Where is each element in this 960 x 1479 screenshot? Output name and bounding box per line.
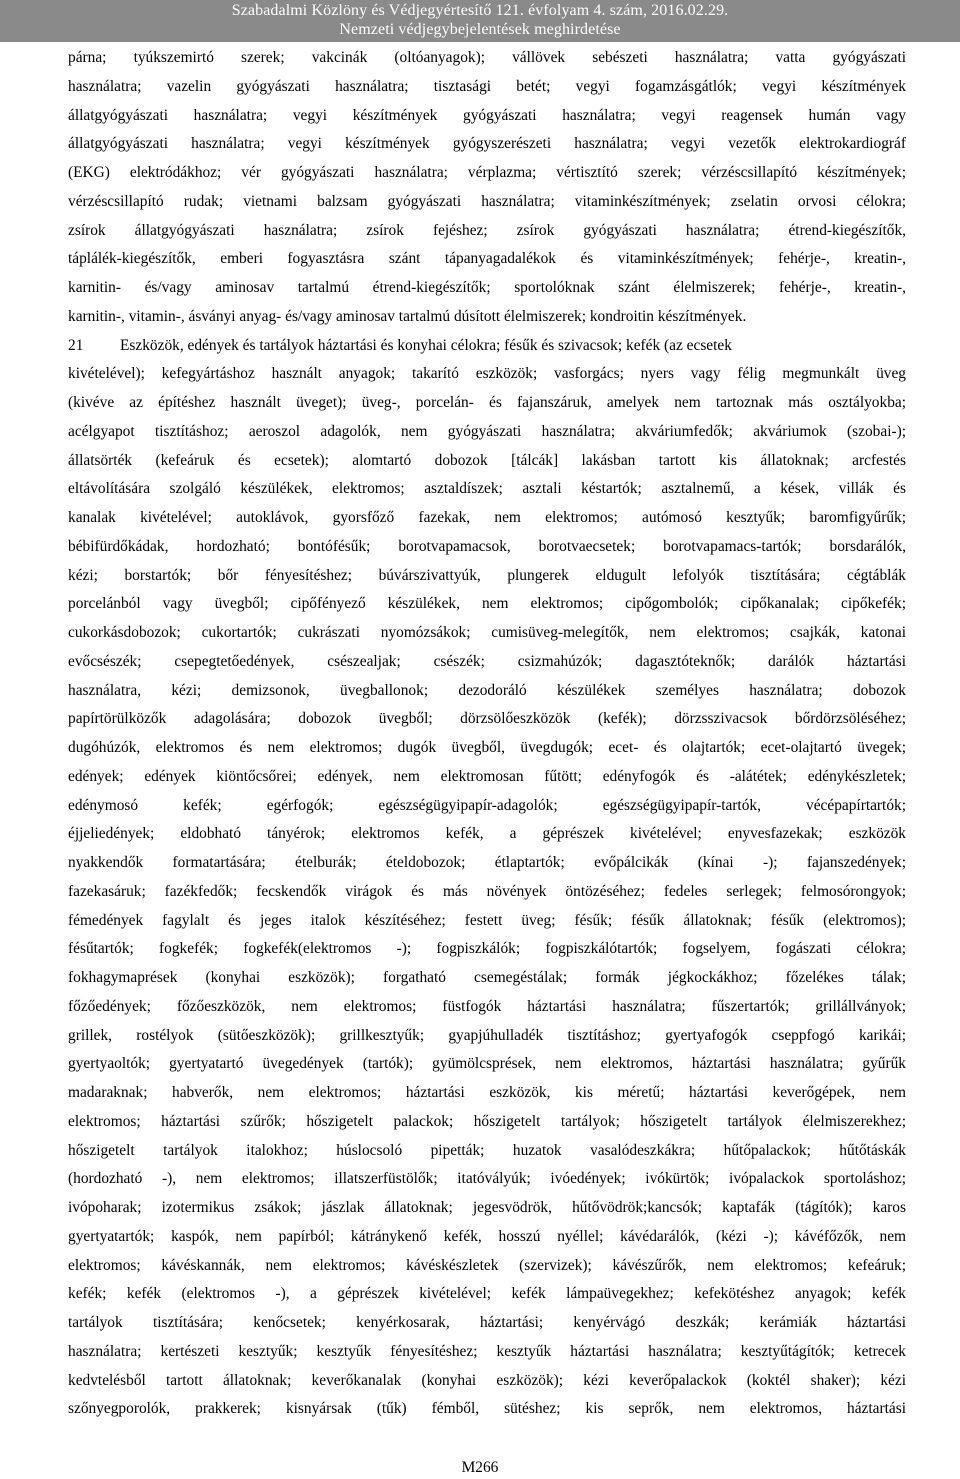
text-line: grillek, rostélyok (sütőeszközök); grillkesztyűk; gyapjúhulladék tisztításhoz; gyertyafogók cseppfogó karikái; <box>68 1026 906 1044</box>
text-line: hőszigetelt tartályok italokhoz; húslocsoló pipetták; huzatok vasalódeszkákra; hűtőpalackok; hűtőtáskák <box>68 1141 906 1159</box>
text-line: evőcsészék; csepegtetőedények, csészealjak; csészék; csizmahúzók; dagasztóteknők; darálók háztartási <box>68 652 906 670</box>
text-line: papírtörülközők adagolására; dobozok üvegből; dörzsölőeszközök (kefék); dörzsszivacsok bőrdörzsöléséhez; <box>68 710 906 728</box>
section-title: Nemzeti védjegybejelentések meghirdetése <box>339 21 621 38</box>
text-line: használatra; kertészeti kesztyűk; kesztyűk fényesítéshez; kesztyűk háztartási használatra; kesztyűtágítók; ketrecek <box>68 1342 906 1360</box>
text-line <box>68 1424 906 1453</box>
text-line: cukorkásdobozok; cukortartók; cukrászati nyomózsákok; cumisüveg-melegítők, nem elektromos; csajkák, katonai <box>68 624 906 641</box>
text-line: (kivéve az építéshez használt üveget); üveg-, porcelán- és fajanszáruk, amelyek nem tartoznak más osztályokba; <box>68 394 906 411</box>
text-line: szőnyegporolók, prakkerek; kisnyársak (tűk) fémből, sütéshez; kis seprők, nem elektromos, háztartási <box>68 1400 906 1418</box>
text-line: tartályok tisztítására; kenőcsetek; kenyérkosarak, háztartási; kenyérvágó deszkák; kerámiák háztartási <box>68 1314 906 1331</box>
text-line: kedvtelésből tartott állatoknak; keverőkanalak (konyhai eszközök); kézi keverőpalackok (koktél shaker); kézi <box>68 1371 906 1389</box>
text-line: elektromos; háztartási szűrők; hőszigetelt palackok; hőszigetelt tartályok; hőszigetelt tartályok élelmiszerekhez; <box>68 1112 906 1130</box>
page-body <box>68 44 906 1453</box>
text-line: táplálék-kiegészítők, emberi fogyasztásra szánt tápanyagadalékok és vitaminkészítmények; fehérje-, kreatin-, <box>68 250 906 268</box>
text-line: állatgyógyászati használatra; vegyi készítmények gyógyászati használatra; vegyi reagensek humán vagy <box>68 106 906 124</box>
text-line: eltávolítására szolgáló készülékek, elektromos; asztaldíszek; asztali késtartók; asztalnemű, a kések, villák és <box>68 480 906 498</box>
text-line: fésűtartók; fogkefék; fogkefék(elektromos -); fogpiszkálók; fogpiszkálótartók; fogselyem, fogászati célokra; <box>68 940 906 958</box>
text-line: gyertyaoltók; gyertyatartó üvegedények (tartók); gyümölcsprések, nem elektromos, háztartási használatra; gyűrűk <box>68 1055 906 1073</box>
class-first-text: Eszközök, edények és tartályok háztartási és konyhai célokra; fésűk és szivacsok; kefék (az ecsetek <box>120 336 732 354</box>
text-line: gyertyatartók; kaspók, nem papírból; kátránykenő kefék, hosszú nyéllel; kávédarálók, (kézi -); kávéfőzők, nem <box>68 1227 906 1245</box>
text-line: karnitin- és/vagy aminosav tartalmú étrend-kiegészítők; sportolóknak szánt élelmiszerek; fehérje-, kreatin-, <box>68 279 906 296</box>
text-line: dugóhúzók, elektromos és nem elektromos; dugók üvegből, üvegdugók; ecet- és olajtartók; ecet-olajtartó üvegek; <box>68 739 906 756</box>
text-line: (EKG) elektródákhoz; vér gyógyászati használatra; vérplazma; vértisztító szerek; vérzéscsillapító készítmények; <box>68 164 906 181</box>
text-line: állatgyógyászati használatra; vegyi készítmények gyógyszerészeti használatra; vegyi vezetők elektrokardiográf <box>68 135 906 153</box>
text-line: főzőedények; főzőeszközök, nem elektromos; füstfogók háztartási használatra; fűszertartók; grillállványok; <box>68 997 906 1015</box>
text-line: karnitin-, vitamin-, ásványi anyag- és/vagy aminosav tartalmú dúsított élelmiszerek; kondroitin készítmények. <box>68 307 747 325</box>
text-line: fémedények fagylalt és jeges italok készítéséhez; festett üveg; fésűk; fésűk állatoknak; fésűk (elektromos); <box>68 911 906 929</box>
journal-title: Szabadalmi Közlöny és Védjegyértesítő 121. évfolyam 4. szám, 2016.02.29. <box>231 2 729 19</box>
text-line: edénymosó kefék; egérfogók; egészségügyipapír-adagolók; egészségügyipapír-tartók, vécépapírtartók; <box>68 796 906 814</box>
text-line: fazekasáruk; fazékfedők; fecskendők virágok és más növények öntözéséhez; fedeles serlegek; felmosórongyok; <box>68 882 906 900</box>
text-line: állatsörték (kefeáruk és ecsetek); alomtartó dobozok [tálcák] lakásban tartott kis állatoknak; arcfestés <box>68 451 906 469</box>
text-line: bébifürdőkádak, hordozható; bontófésűk; borotvapamacsok, borotvaecsetek; borotvapamacs-tartók; borsdarálók, <box>68 537 906 555</box>
text-line: párna; tyúkszemirtó szerek; vakcinák (oltóanyagok); vállövek sebészeti használatra; vatta gyógyászati <box>68 49 906 66</box>
text-line: acélgyapot tisztításhoz; aeroszol adagolók, nem gyógyászati használatra; akváriumfedők; akváriumok (szobai-); <box>68 422 906 440</box>
text-line: (hordozható -), nem elektromos; illatszerfüstölők; itatóvályúk; ivóedények; ivókürtök; ivópalackok sportoláshoz; <box>68 1170 906 1188</box>
class-number: 21 <box>68 336 84 354</box>
text-line: nyakkendők formatartására; ételburák; ételdobozok; étlaptartók; evőpálcikák (kínai -); fajanszedények; <box>68 854 906 871</box>
text-line: használatra, kézi; demizsonok, üvegballonok; dezodoráló készülékek személyes használatra; dobozok <box>68 681 906 699</box>
class-heading-line <box>68 332 906 361</box>
text-line: kefék; kefék (elektromos -), a géprészek kivételével; kefék lámpaüvegekhez; kefekötéshez anyagok; kefék <box>68 1285 906 1303</box>
text-line: zsírok állatgyógyászati használatra; zsírok fejéshez; zsírok gyógyászati használatra; étrend-kiegészítők, <box>68 221 906 239</box>
text-line: kanalak kivételével; autoklávok, gyorsfőző fazekak, nem elektromos; autómosó kesztyűk; baromfigyűrűk; <box>68 509 906 526</box>
text-line: kézi; borstartók; bőr fényesítéshez; búvárszivattyúk, plungerek eldugult lefolyók tisztítására; cégtáblák <box>68 566 906 584</box>
text-line: fokhagymaprések (konyhai eszközök); forgatható csemegéstálak; formák jégkockákhoz; főzelékes tálak; <box>68 969 906 986</box>
text-line: ivópoharak; izotermikus zsákok; jászlak állatoknak; jegesvödrök, hűtővödrök;kancsók; kaptafák (tágítók); karos <box>68 1199 906 1216</box>
text-line: használatra; vazelin gyógyászati használatra; tisztasági betét; vegyi fogamzásgátlók; vegyi készítmények <box>68 77 906 95</box>
text-line: elektromos; kávéskannák, nem elektromos; kávéskészletek (szervizek); kávészűrők, nem elektromos; kefeáruk; <box>68 1256 906 1274</box>
page-header <box>0 0 960 42</box>
text-line: éjjeliedények; eldobható tányérok; elektromos kefék, a géprészek kivételével; enyvesfazekak; eszközök <box>68 825 906 843</box>
text-line: porcelánból vagy üvegből; cipőfényező készülékek, nem elektromos; cipőgombolók; cipőkanalak; cipőkefék; <box>68 595 906 613</box>
text-line: vérzéscsillapító rudak; vietnami balzsam gyógyászati használatra; vitaminkészítmények; zselatin orvosi célokra; <box>68 192 906 210</box>
text-line: kivételével); kefegyártáshoz használt anyagok; takarító eszközök; vasforgács; nyers vagy félig megmunkált üveg <box>68 365 906 383</box>
page-number: M266 <box>461 1459 499 1476</box>
text-line: edények; edények kiöntőcsőrei; edények, nem elektromosan fűtött; edényfogók és -alátétek; edénykészletek; <box>68 767 906 785</box>
text-line: madaraknak; habverők, nem elektromos; háztartási eszközök, kis méretű; háztartási keverőgépek, nem <box>68 1084 906 1101</box>
